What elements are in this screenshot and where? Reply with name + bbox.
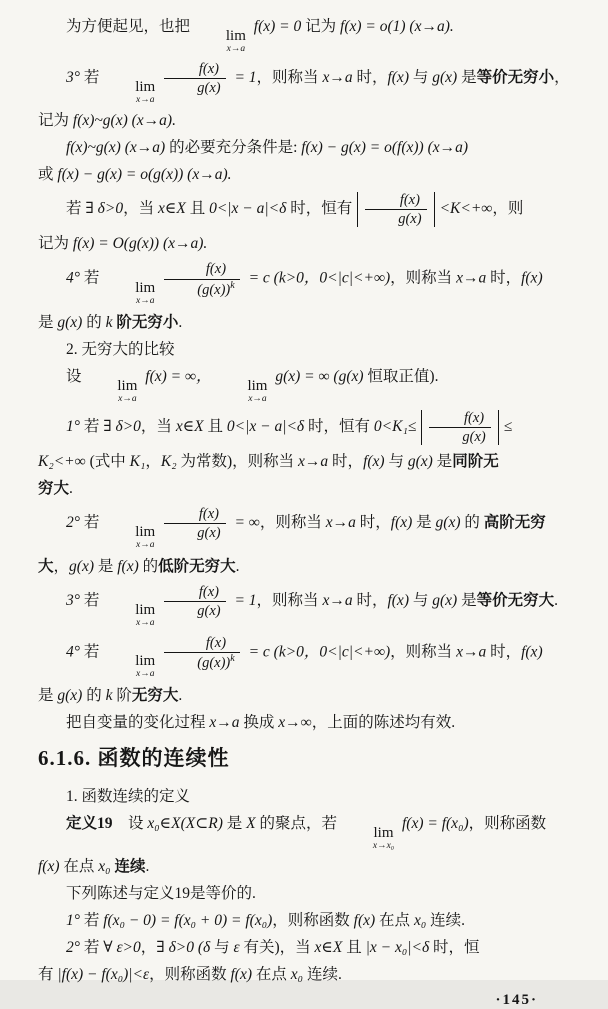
math-run: g(x) bbox=[69, 557, 94, 575]
text-run: 是 bbox=[222, 814, 247, 832]
fraction-denominator: g(x) bbox=[164, 78, 225, 97]
text-run: 且 bbox=[342, 939, 366, 957]
math-run: x₀ bbox=[413, 912, 427, 930]
text-run: . bbox=[69, 480, 73, 498]
text-run: 记为 bbox=[38, 112, 73, 130]
lim-subscript: x→a bbox=[135, 669, 155, 680]
math-run: g(x) bbox=[57, 313, 83, 331]
limit-operator bbox=[345, 826, 394, 852]
text-line bbox=[38, 685, 582, 707]
lim-word: lim bbox=[135, 602, 156, 619]
text-line bbox=[38, 883, 582, 905]
text-line bbox=[38, 16, 582, 55]
text-run: 为方便起见，也把 bbox=[66, 18, 194, 35]
math-run: f(x₀ − 0) = f(x₀ + 0) = f(x₀) bbox=[103, 912, 273, 930]
text-line bbox=[38, 505, 582, 551]
text-run: ， bbox=[554, 68, 570, 86]
math-run: = c (k>0，0<|c|<+∞) bbox=[244, 270, 391, 288]
math-run: 3° bbox=[66, 592, 84, 610]
text-run: 若 bbox=[83, 418, 104, 436]
fraction-denominator: $(g(x))^k$ bbox=[164, 279, 239, 299]
text-run: 连续. bbox=[303, 966, 342, 984]
abs-bar-left bbox=[421, 410, 422, 445]
fraction-denominator: g(x) bbox=[429, 427, 490, 446]
text-run: 时，恒有 bbox=[286, 200, 353, 218]
math-run: 4° bbox=[66, 270, 84, 288]
math-run: f(x)~g(x) (x→a) bbox=[66, 139, 166, 157]
bold-run: 无穷大 bbox=[131, 686, 179, 704]
lim-word: lim bbox=[373, 824, 394, 841]
math-run: 0<|x − a|<δ bbox=[226, 418, 305, 436]
math-run: f(x) bbox=[363, 453, 385, 471]
text-run: 是 bbox=[93, 557, 118, 575]
text-run: 与 bbox=[384, 453, 408, 471]
math-run: |f(x) − f(x₀)|<ε bbox=[57, 966, 150, 984]
abs-bar-right bbox=[498, 410, 499, 445]
fraction-denominator: g(x) bbox=[164, 601, 225, 620]
text-run: 换成 bbox=[239, 713, 279, 731]
math-run: g(x) = ∞ (g(x) bbox=[271, 367, 364, 385]
text-run: ， bbox=[145, 453, 161, 471]
math-run: x→a bbox=[456, 643, 487, 661]
text-run: 时， bbox=[352, 592, 388, 610]
text-run: 若 bbox=[83, 270, 104, 288]
math-run: 3° bbox=[66, 68, 84, 86]
text-run: 的聚点，若 bbox=[255, 814, 341, 832]
text-run: 与 bbox=[210, 939, 234, 957]
fraction-denominator: g(x) bbox=[164, 523, 225, 542]
fraction bbox=[164, 60, 225, 97]
fraction-numerator: f(x) bbox=[463, 410, 485, 427]
math-run: g(x) bbox=[432, 592, 458, 610]
math-run: <K<+∞ bbox=[439, 200, 493, 218]
text-line bbox=[38, 312, 582, 334]
limit-operator bbox=[107, 281, 155, 307]
text-run: 且 bbox=[203, 418, 227, 436]
text-line bbox=[38, 366, 582, 405]
math-run: f(x) = ∞， bbox=[141, 367, 216, 385]
math-run: x₀ bbox=[98, 858, 111, 876]
text-run: 时， bbox=[486, 270, 522, 288]
bold-run: 高阶无穷 bbox=[483, 514, 546, 532]
math-run: ∀ ε>0 bbox=[103, 939, 141, 957]
bold-run: 等价无穷小 bbox=[476, 68, 555, 86]
math-run: x∈X bbox=[157, 200, 186, 218]
text-run: 的 bbox=[460, 514, 484, 532]
text-run: 且 bbox=[185, 200, 210, 218]
text-run: 阶 bbox=[112, 686, 132, 704]
math-run: g(x) bbox=[57, 686, 83, 704]
limit-operator bbox=[198, 29, 246, 55]
fraction bbox=[164, 634, 239, 672]
math-run: = 1 bbox=[230, 68, 257, 86]
math-run: ∃ δ>0 bbox=[103, 418, 141, 436]
math-run: x→a bbox=[298, 453, 329, 471]
text-run: 2. 无穷大的比较 bbox=[66, 340, 175, 358]
text-line bbox=[38, 233, 582, 255]
text-run: ， bbox=[140, 939, 157, 957]
text-line bbox=[38, 856, 582, 878]
text-run: 时，恒有 bbox=[304, 418, 374, 436]
text-run: ，当 bbox=[123, 200, 158, 218]
text-run: 恒取正值). bbox=[363, 367, 439, 385]
text-run: 时， bbox=[352, 68, 388, 86]
text-run: 6.1.6. 函数的连续性 bbox=[38, 745, 230, 770]
abs-bar-right bbox=[434, 192, 435, 227]
text-run: 时， bbox=[486, 643, 522, 661]
text-line bbox=[38, 110, 582, 132]
fraction bbox=[365, 191, 426, 228]
lim-word: lim bbox=[117, 377, 138, 394]
math-run: 0<K₁≤ bbox=[373, 418, 417, 436]
math-run: f(x) bbox=[38, 858, 60, 876]
text-run: ，上面的陈述均有效. bbox=[311, 713, 456, 731]
math-run: x₀ bbox=[290, 966, 304, 984]
text-run: 记为 bbox=[305, 18, 341, 35]
math-run: f(x) bbox=[387, 592, 409, 610]
text-line bbox=[38, 556, 582, 578]
text-run: 的 bbox=[138, 557, 159, 575]
fraction-numerator: f(x) bbox=[205, 634, 227, 651]
text-line bbox=[38, 910, 582, 932]
text-run: ，则称函数 bbox=[149, 966, 231, 984]
math-run: ≤ bbox=[503, 418, 513, 436]
text-run: 在点 bbox=[252, 966, 291, 984]
math-run: 1° bbox=[66, 912, 84, 930]
limit-operator bbox=[219, 379, 267, 405]
math-run: g(x) bbox=[435, 514, 461, 532]
text-run: 是 bbox=[38, 686, 58, 704]
text-run: ，则称当 bbox=[259, 514, 326, 532]
limit-operator bbox=[89, 379, 137, 405]
text-line bbox=[38, 786, 582, 808]
text-run: 的必要充分条件是: bbox=[165, 139, 302, 157]
limit-operator bbox=[107, 525, 155, 551]
abs-bar-left bbox=[357, 192, 358, 227]
text-run: 是 bbox=[457, 68, 477, 86]
math-run: k bbox=[105, 313, 113, 331]
text-line bbox=[38, 339, 582, 361]
fraction-numerator: f(x) bbox=[399, 192, 420, 209]
lim-word: lim bbox=[135, 653, 156, 670]
math-run: g(x) bbox=[432, 68, 458, 86]
text-run: 若 bbox=[83, 514, 104, 532]
text-run: 是 bbox=[457, 592, 477, 610]
text-run: ，则称当 bbox=[390, 643, 457, 661]
math-run: ∃ δ>0 (δ bbox=[156, 939, 211, 957]
bold-run: 低阶无穷大 bbox=[158, 557, 236, 575]
text-run: 若 bbox=[66, 200, 86, 218]
lim-word: lim bbox=[135, 524, 156, 541]
text-run: ，则称当 bbox=[256, 592, 323, 610]
limit-operator bbox=[107, 80, 155, 106]
fraction-exponent: k bbox=[230, 652, 235, 664]
fraction-numerator: f(x) bbox=[198, 60, 219, 77]
fraction-denominator: g(x) bbox=[365, 209, 426, 228]
text-run: 是 bbox=[412, 514, 436, 532]
bold-run: 等价无穷大 bbox=[476, 592, 555, 610]
math-run: 2° bbox=[66, 939, 84, 957]
text-run: 的 bbox=[82, 313, 106, 331]
text-run: 在点 bbox=[375, 912, 414, 930]
text-run: . bbox=[235, 557, 240, 575]
lim-subscript: x→a bbox=[135, 618, 155, 629]
text-run: . bbox=[145, 858, 150, 876]
math-run: X bbox=[246, 814, 256, 832]
math-run: K₁ bbox=[129, 453, 146, 471]
text-run: ，则称当 bbox=[256, 68, 323, 86]
math-run: f(x) bbox=[117, 557, 139, 575]
text-run: ，当 bbox=[140, 418, 176, 436]
text-run: 时， bbox=[328, 453, 364, 471]
math-run: |x − x₀|<δ bbox=[365, 939, 430, 957]
math-run: f(x) bbox=[390, 514, 413, 532]
lim-subscript: x→a bbox=[226, 44, 246, 54]
fraction bbox=[164, 583, 225, 620]
text-run: 是 bbox=[38, 313, 58, 331]
text-run: 设 bbox=[66, 367, 86, 385]
text-run: 时， bbox=[355, 514, 391, 532]
lim-word: lim bbox=[135, 280, 156, 297]
lim-word: lim bbox=[247, 377, 268, 394]
text-run: ，则称函数 bbox=[468, 814, 547, 832]
math-run: x→a bbox=[322, 68, 353, 86]
text-run: 有 bbox=[38, 966, 58, 984]
text-run: 在点 bbox=[59, 858, 99, 876]
text-line bbox=[38, 813, 582, 852]
bold-run: 连续 bbox=[114, 858, 146, 876]
math-run: 4° bbox=[66, 643, 84, 661]
bold-run: 穷大 bbox=[38, 480, 70, 498]
page-number: ·145· bbox=[495, 992, 538, 1009]
text-run: . bbox=[178, 313, 183, 331]
text-run: 或 bbox=[38, 166, 58, 184]
math-run: g(x) bbox=[407, 453, 433, 471]
math-run: f(x) = o(1) (x→a). bbox=[340, 18, 454, 35]
limit-operator bbox=[107, 603, 155, 629]
fraction-numerator: f(x) bbox=[198, 583, 219, 600]
math-run: 2° bbox=[66, 514, 84, 532]
text-run: 把自变量的变化过程 bbox=[66, 713, 210, 731]
text-run: 与 bbox=[408, 592, 433, 610]
text-run: 记为 bbox=[38, 235, 73, 253]
text-run: 有关)，当 bbox=[239, 939, 315, 957]
fraction-exponent: k bbox=[230, 279, 235, 291]
math-run: K₂ bbox=[160, 453, 177, 471]
math-run: f(x) bbox=[521, 643, 543, 661]
lim-subscript: x→a bbox=[135, 296, 155, 307]
fraction-numerator: f(x) bbox=[205, 261, 227, 278]
lim-subscript: x→a bbox=[135, 540, 155, 551]
text-run: 为常数)，则称当 bbox=[176, 453, 299, 471]
fraction bbox=[164, 505, 225, 542]
text-run: 若 bbox=[83, 939, 104, 957]
math-run: x→a bbox=[456, 270, 487, 288]
text-line bbox=[38, 409, 582, 446]
text-run: (式中 bbox=[85, 453, 130, 471]
text-line bbox=[38, 583, 582, 629]
math-run: f(x) = 0 bbox=[249, 18, 306, 35]
math-run: f(x) = O(g(x)) (x→a). bbox=[72, 235, 208, 253]
lim-subscript: x→a bbox=[118, 393, 137, 404]
text-run: . bbox=[554, 592, 558, 610]
lim-subscript: x→a bbox=[135, 94, 155, 105]
math-run: x→a bbox=[209, 713, 240, 731]
text-run: ，则 bbox=[492, 200, 524, 218]
math-run: = c (k>0，0<|c|<+∞) bbox=[244, 643, 391, 661]
text-line bbox=[38, 634, 582, 680]
math-run: ∃ δ>0 bbox=[85, 200, 124, 218]
math-run: x₀∈X(X⊂R) bbox=[147, 814, 223, 832]
text-run: 是 bbox=[432, 453, 453, 471]
math-run: x→∞ bbox=[278, 713, 312, 731]
text-run: 若 bbox=[83, 592, 104, 610]
text-line bbox=[38, 964, 582, 986]
fraction bbox=[164, 260, 239, 298]
text-run: 下列陈述与定义19是等价的. bbox=[66, 885, 256, 903]
math-run: x→a bbox=[325, 514, 356, 532]
fraction-denominator: $(g(x))^k$ bbox=[164, 652, 239, 672]
math-run: x→a bbox=[322, 592, 353, 610]
math-run: f(x) bbox=[230, 966, 253, 984]
math-run: f(x) = f(x₀) bbox=[398, 814, 469, 832]
text-run: 若 bbox=[83, 912, 104, 930]
text-run: ，则称函数 bbox=[272, 912, 354, 930]
fraction-numerator: f(x) bbox=[198, 506, 219, 523]
text-run: ，则称当 bbox=[390, 270, 457, 288]
text-run: 与 bbox=[408, 68, 433, 86]
bold-run: 定义19 bbox=[66, 814, 113, 832]
math-run: 0<|x − a|<δ bbox=[209, 200, 287, 218]
section-heading bbox=[38, 744, 582, 774]
absolute-value-group bbox=[355, 191, 436, 228]
bold-run: 大 bbox=[38, 557, 54, 575]
text-line bbox=[38, 478, 582, 500]
math-run: x∈X bbox=[175, 418, 204, 436]
text-line bbox=[38, 260, 582, 306]
text-run: 连续. bbox=[426, 912, 465, 930]
text-line bbox=[38, 191, 582, 228]
math-run: ε bbox=[233, 939, 240, 957]
text-run: 时，恒 bbox=[429, 939, 480, 957]
math-run: f(x) − g(x) = o(g(x)) (x→a). bbox=[57, 166, 232, 184]
math-run: f(x) − g(x) = o(f(x)) (x→a) bbox=[301, 139, 469, 157]
lim-subscript: x→x₀ bbox=[372, 840, 395, 851]
bold-run: 阶无穷小 bbox=[116, 313, 179, 331]
text-line bbox=[38, 137, 582, 159]
text-line bbox=[38, 164, 582, 186]
bold-run: 同阶无 bbox=[452, 453, 499, 471]
math-run: = ∞ bbox=[230, 514, 260, 532]
math-run: f(x) bbox=[521, 270, 543, 288]
text-run: 的 bbox=[82, 686, 106, 704]
absolute-value-group bbox=[419, 409, 500, 446]
math-run: f(x)~g(x) (x→a). bbox=[72, 112, 176, 130]
text-line bbox=[38, 60, 582, 106]
math-run: f(x) bbox=[353, 912, 376, 930]
text-run: 1. 函数连续的定义 bbox=[66, 787, 191, 805]
math-run: f(x) bbox=[387, 68, 409, 86]
math-run: x∈X bbox=[314, 939, 343, 957]
text-run: . bbox=[178, 686, 183, 704]
math-run: K₂<+∞ bbox=[38, 453, 86, 471]
lim-word: lim bbox=[135, 78, 156, 95]
text-line bbox=[38, 712, 582, 734]
page-lines bbox=[38, 16, 582, 986]
text-run: ， bbox=[53, 557, 70, 575]
text-line bbox=[38, 451, 582, 473]
text-run: 设 bbox=[112, 814, 148, 832]
text-line bbox=[38, 937, 582, 959]
math-run: = 1 bbox=[230, 592, 257, 610]
text-run: 若 bbox=[83, 68, 104, 86]
lim-subscript: x→a bbox=[248, 393, 267, 404]
text-run: 若 bbox=[83, 643, 104, 661]
fraction bbox=[429, 409, 490, 446]
math-run: 1° bbox=[66, 418, 84, 436]
lim-word: lim bbox=[225, 28, 246, 44]
math-run: k bbox=[105, 686, 113, 704]
limit-operator bbox=[107, 654, 155, 680]
